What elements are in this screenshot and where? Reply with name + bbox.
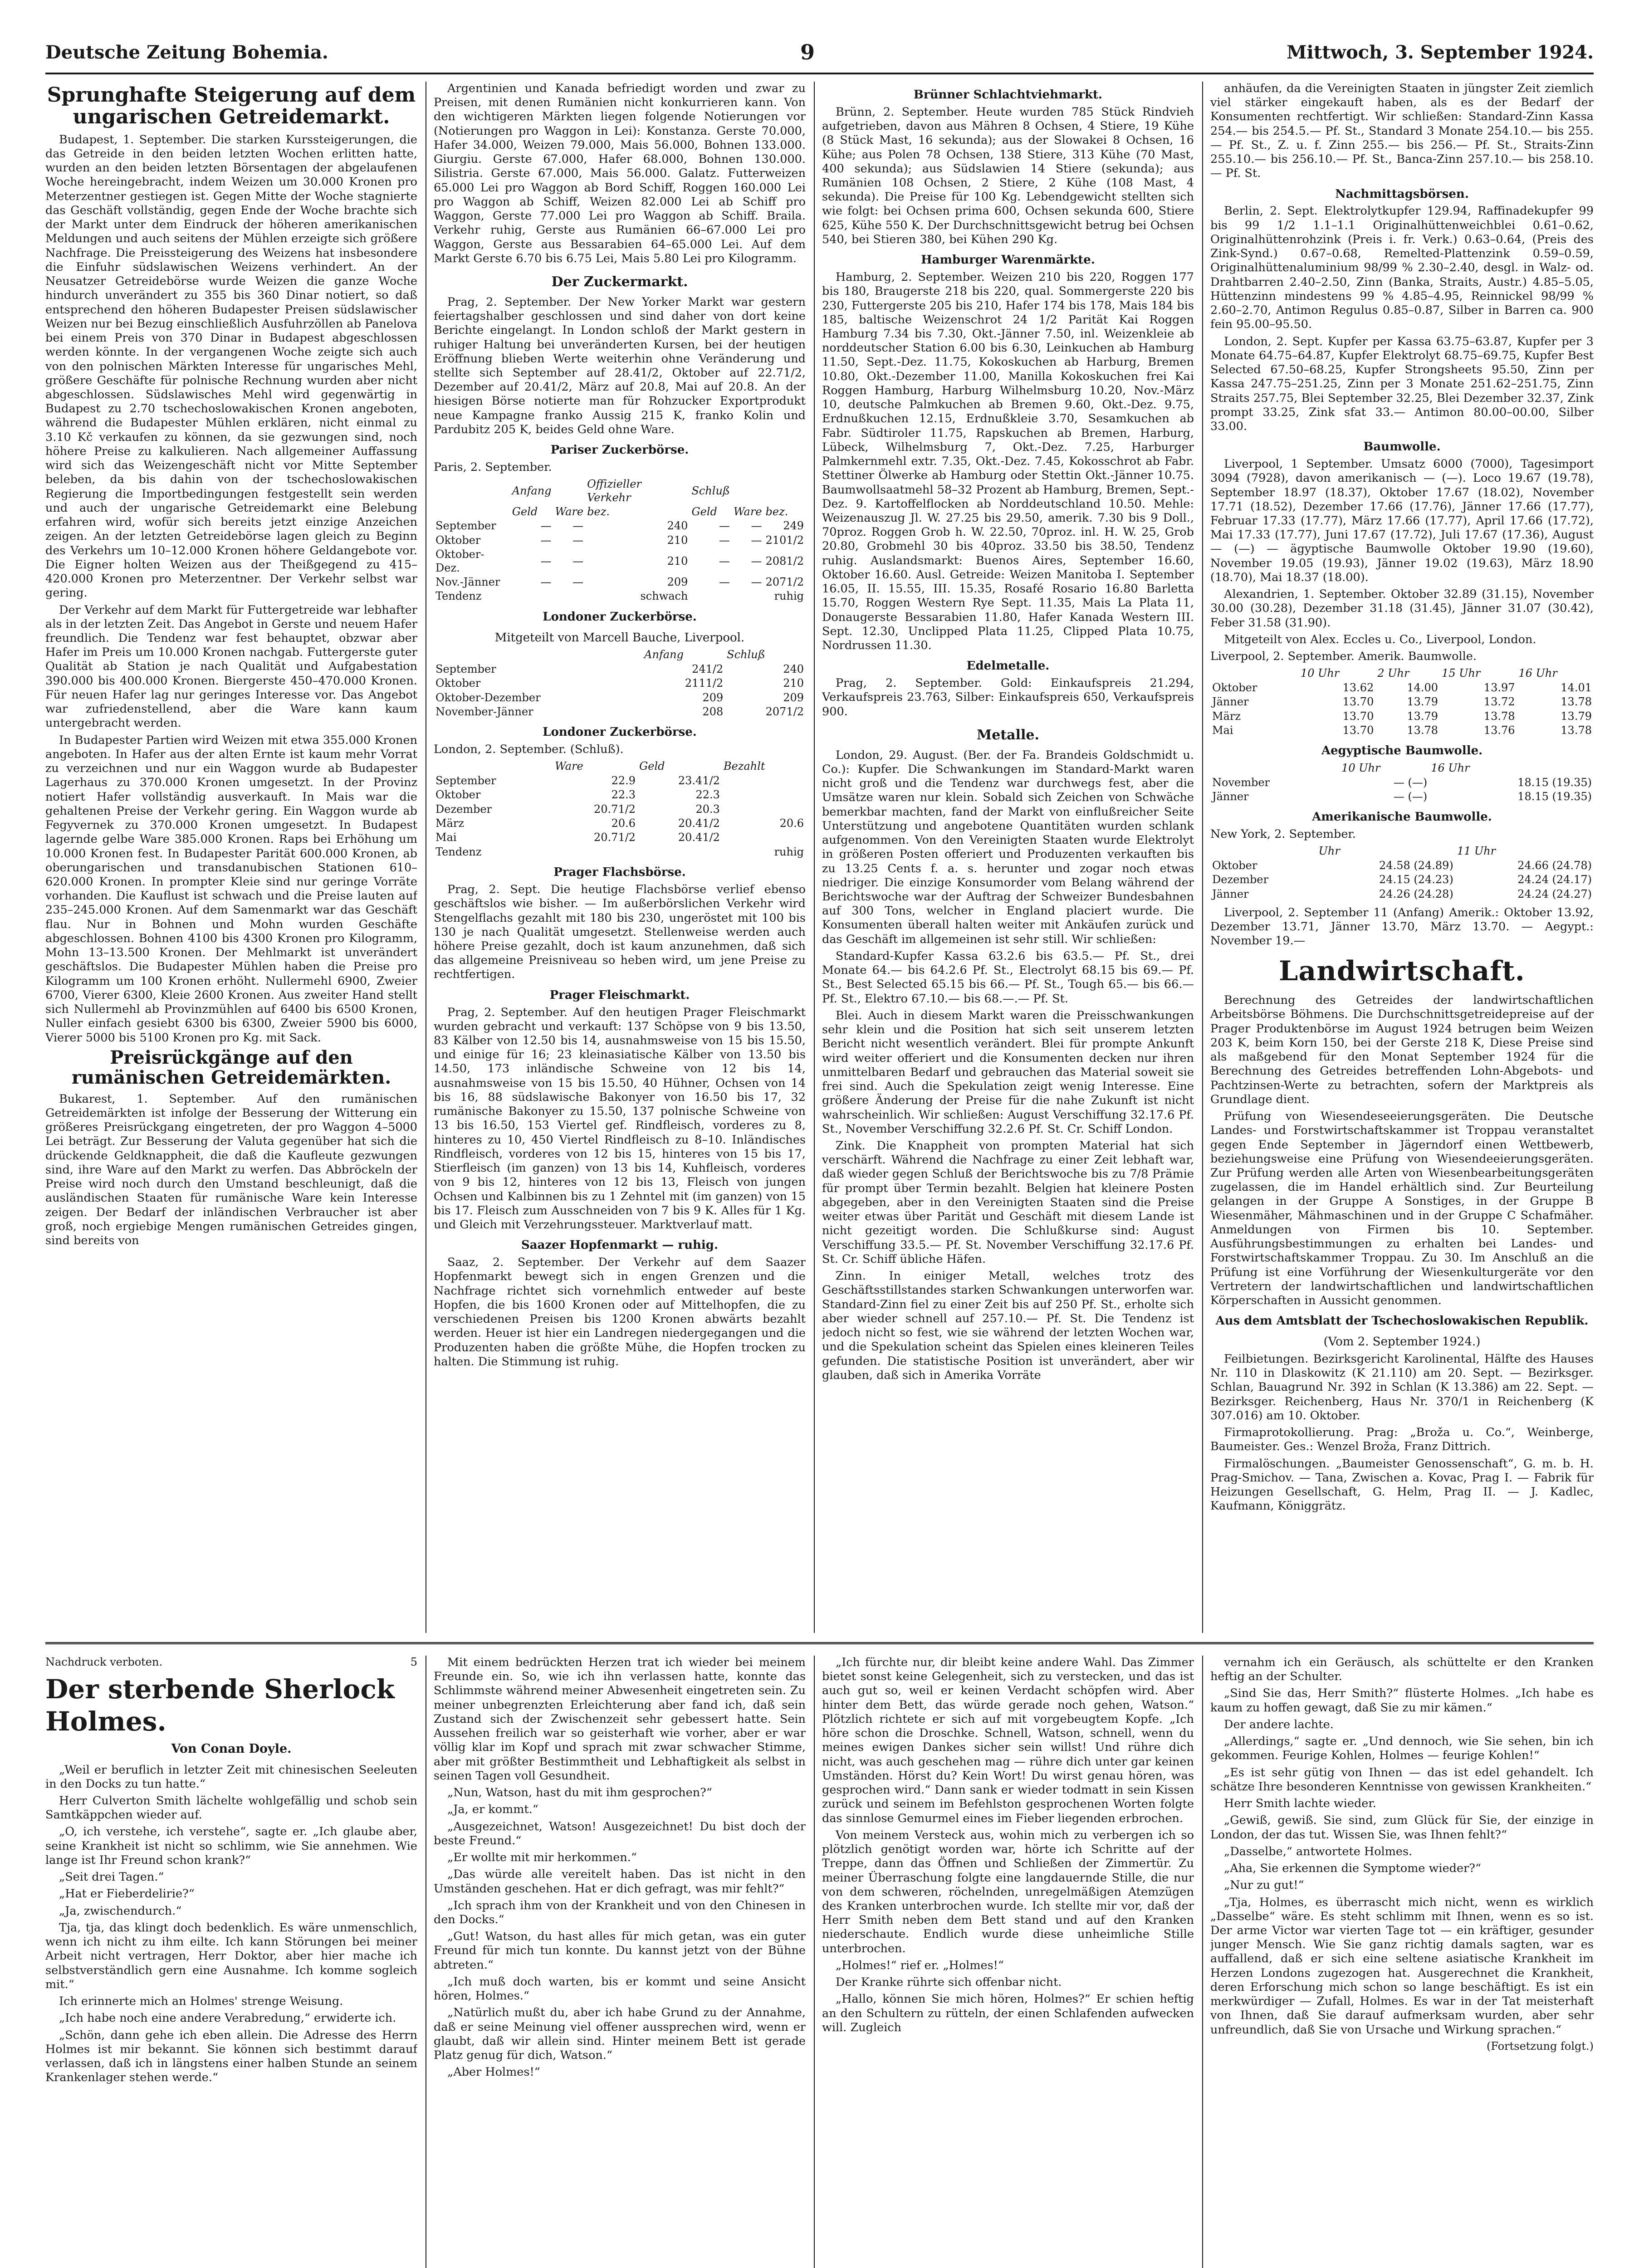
table-header: Ware (733, 505, 762, 518)
feuilleton-column-2 (434, 1656, 806, 2268)
heading-sugar-market: Der Zuckermarkt. (551, 274, 688, 290)
story-paragraph: „Ich fürchte nur, dir bleibt keine andere Wahl. Das Zimmer bietet sonst keine Gelegenheit, sich zu verstecken, und das ist auch gut so, weil er keinen Verdacht schöpfen wird. Aber hinter dem Bett, das würde gerade noch gehen, Watson.“ Plötzlich richtete er sich auf mit vorgebeugtem Kopfe. „Ich höre schon die Droschke. Schnell, Watson, schnell, wenn du meines ewigen Dankes sicher sein willst! Und rühre dich nicht, was auch geschehen mag — rühre dich unter gar keinen Umständen. Hörst du? Kein Wort! Du wirst genau hören, was gesprochen wird.“ Dann sank er wieder todmatt in sein Kissen zurück und seinem im Befehlston gesprochenen Worten folgte das sinnlose Gemurmel eines im Fieber liegenden erbrochen. (822, 1656, 1194, 1825)
heading-precious-metals: Edelmetalle. (966, 659, 1050, 673)
story-paragraph: „Hat er Fieberdelirie?“ (59, 1887, 195, 1901)
subheading: Mitgeteilt von Marcell Bauche, Liverpool. (494, 631, 745, 645)
table-header (434, 477, 510, 505)
story-paragraph: „Gut! Watson, du hast alles für mich getan, was ein guter Freund für mich tun konnte. Du kannst jetzt von der Bühne abtreten.“ (434, 1930, 806, 1972)
heading-metals: Metalle. (977, 727, 1039, 743)
table-row (434, 845, 806, 859)
table-cell: 13.78 (1483, 709, 1515, 723)
table-row (434, 788, 806, 802)
table-cell: 13.79 (1407, 709, 1438, 723)
table-header (732, 477, 764, 505)
table-cell: — (540, 554, 552, 567)
story-paragraph: „Nun, Watson, hast du mit ihm gesprochen?“ (447, 1786, 712, 1800)
story-paragraph: „Weil er beruflich in letzter Zeit mit chinesischen Seeleuten in den Docks zu tun hatte.“ (45, 1763, 417, 1791)
london-sugar-table-2 (434, 759, 806, 859)
table-cell: 210 (667, 554, 688, 567)
story-paragraph: „Holmes!“ rief er. „Holmes!“ (836, 1958, 1004, 1972)
table-cell: 20.3 (695, 802, 720, 816)
story-paragraph: „Er wollte mit mir herkommen.“ (447, 1851, 637, 1865)
table-cell: 208 (702, 705, 724, 718)
table-cell: — (572, 533, 584, 547)
table-cell: 23.41/2 (678, 774, 720, 787)
table-cell: 20.6 (779, 817, 804, 830)
table-cell: September (435, 774, 496, 787)
table-cell: — (—) (1393, 790, 1428, 803)
table-header (1210, 844, 1317, 858)
dateline: Liverpool, 2. September. Amerik. Baumwolle. (1210, 650, 1477, 664)
installment-number: 5 (410, 1656, 417, 1668)
column-1 (45, 82, 417, 1633)
story-paragraph: „Dasselbe,“ antwortete Holmes. (1224, 1844, 1413, 1858)
article-paragraph: Prüfung von Wiesendeseeierungsgeräten. Die Deutsche Landes- und Forstwirtschaftskammer ist Troppau veranstaltet gegen Ende September in Jägerndorf einen Wettbewerb, beziehungsweise eine Prüfung von Wiesendeeierungsgeräten. Zur Prüfung werden alle Arten von Wiesenbearbeitungsgeräten zugelassen, die im Handel erhältlich sind. Zur Beurteilung gelangen in der Gruppe A Sonstiges, in der Gruppe B Wiesenmäher, Mähmaschinen und in der Gruppe C Schafmäher. Anmeldungen von Firmen bis 10. September. Ausführungsbestimmungen zu erhalten bei Landes- und Forstwirtschaftskammer Troppau. Zu 30. Im Anschluß an die Prüfung ist eine Vorführung der Wiesenkulturgeräte vor den Vertretern der landwirtschaftlichen und landwirtschaftlichen Körperschaften in Aussicht genommen. (1210, 1110, 1594, 1308)
table-header: Ware (555, 505, 584, 518)
table-cell: 2071/2 (765, 705, 804, 718)
article-paragraph: Der Verkehr auf dem Markt für Futtergetreide war lebhafter als in der letzten Zeit. Das Angebot in Gerste und neuem Hafer freundlich. Die Tendenz war fest behauptet, obzwar aber Hafer im Preis um 10.000 Kronen nachgab. Futtergerste guter Qualität ab Station je nach Qualität und Aufgabestation 390.000 bis 400.000 Kronen. Biergerste 450–470.000 Kronen. Für neuen Hafer lag nur geringes Interesse vor. Das Angebot war zufriedenstellend, aber die Ware kann kaum untergebracht werden. (45, 603, 417, 730)
table-row (434, 519, 806, 533)
gazette-date: (Vom 2. September 1924.) (1323, 1335, 1481, 1349)
table-cell: September (435, 662, 496, 675)
table-header-row (1210, 761, 1594, 775)
feuilleton-column-3 (822, 1656, 1194, 2268)
article-paragraph: Zink. Die Knappheit von prompten Material hat sich verschärft. Während die Nachfrage zu einer Zeit lebhaft war, daß wieder gegen Schluß der Berichtswoche bis zu 7/8 Prämie für prompt über Termin bezahlt. Belgien hat kleinere Posten abgegeben, aber in den Vereinigten Staaten sind die Preise weiter etwas über Parität und Geschäft mit diesem Lande ist nicht gezeitigt worden. Die Schlußkurse sind: August Verschiffung 33.5.— Pf. St. November Verschiffung 32.17.6 Pf. St. Cr. Schiff übliche Häfen. (822, 1139, 1194, 1266)
table-header: 15 Uhr (1442, 667, 1481, 680)
story-author: Von Conan Doyle. (171, 1742, 292, 1756)
table-cell: 249 (783, 519, 804, 533)
table-cell: 13.78 (1407, 723, 1438, 737)
dateline: London, 2. September. (Schluß). (434, 743, 624, 757)
feuilleton-section (45, 1656, 1594, 2268)
table-cell: 24.66 (24.78) (1517, 859, 1592, 872)
table-cell: 24.58 (24.89) (1379, 859, 1453, 872)
table-row (1210, 887, 1594, 901)
table-row (434, 676, 806, 690)
table-cell: 13.79 (1407, 695, 1438, 709)
table-header: Schluß (691, 484, 730, 497)
heading-paris-sugar: Pariser Zuckerbörse. (550, 443, 689, 457)
table-header-row (1210, 666, 1594, 680)
table-header: Geld (639, 760, 665, 773)
article-paragraph: Blei. Auch in diesem Markt waren die Preisschwankungen sehr klein und die Position hat sich seit unserem letzten Bericht nicht wesentlich verändert. Blei für prompte Ankunft wird weiter offeriert und die Konsumenten decken nur ihren unmittelbaren Bedarf und gebrauchen das Material soweit sie frei sind. Auch die Spekulation zeigt wenig Interesse. Eine größere Änderung der Preise für die nahe Zukunft ist nicht wahrscheinlich. Wir schließen: August Verschiffung 32.17.6 Pf. St., November Verschiffung 32.2.6 Pf. St. Cr. Schiff London. (822, 1008, 1194, 1136)
article-paragraph: Zinn. In einiger Metall, welches trotz des Geschäftsstillstandes starken Schwankungen unterworfen war. Standard-Zinn fiel zu einer Zeit bis auf 250 Pf. St., erholte sich aber wieder schnell auf 257.10.— Pf. St. Die Tendenz ist jedoch nicht so fest, wie sie während der letzten Wochen war, und die Spekulation scheint das Spielen eines kleineren Teiles gefunden. Die statistische Position ist unverändert, aber wir glauben, daß sich in Amerika Vorräte (822, 1269, 1194, 1382)
table-cell: 13.78 (1561, 695, 1592, 709)
table-header: 2 Uhr (1377, 667, 1409, 680)
story-paragraph: „Schön, dann gehe ich eben allein. Die Adresse des Herrn Holmes ist mir bekannt. Sie können sich bestimmt darauf verlassen, daß ich in längstens einer halben Stunde an seinem Krankenlager stehen werde.“ (45, 2028, 417, 2085)
table-cell: März (1212, 709, 1241, 723)
story-paragraph: Ich erinnerte mich an Holmes' strenge Weisung. (59, 1994, 343, 2009)
table-cell: Mai (435, 831, 457, 844)
table-cell: 13.72 (1483, 695, 1515, 709)
story-paragraph: „Seit drei Tagen.“ (59, 1870, 164, 1884)
table-cell: — (572, 519, 584, 533)
table-header-row (434, 477, 806, 505)
article-paragraph: Bukarest, 1. September. Auf den rumänischen Getreidemärkten ist infolge der Besserung der Witterung ein größeres Preisrückgang eingetreten, der pro Waggon 4–5000 Lei beträgt. Zur Besserung der Valuta gegenüber hat sich die drückende Geldknappheit, die daß die Kaufleute gezwungen sind, ihre Ware auf den Markt zu werfen. Das Abbröckeln der Preise wird noch durch den Umstand beschleunigt, daß die ausländischen Staaten für rumänische Ware kein Interesse zeigen. Der Bedarf der inländischen Verbraucher ist aber groß, noch ergiebige Mengen rumänischen Getreides gingen, sind bereits von (45, 1092, 417, 1248)
table-cell: 13.78 (1561, 723, 1592, 737)
reprint-notice-row (45, 1656, 417, 1669)
table-cell: Dezember (435, 802, 492, 816)
table-cell: 2081/2 (765, 554, 804, 567)
liverpool-cotton-table (1210, 666, 1594, 738)
story-paragraph: „Gewiß, gewiß. Sie sind, zum Glück für Sie, der einzige in London, der das tut. Wissen Sie, was Ihnen fehlt?“ (1210, 1813, 1594, 1842)
table-cell: 20.71/2 (594, 802, 636, 816)
story-title: Der sterbende Sherlock Holmes. (45, 1674, 395, 1737)
table-cell: 240 (783, 662, 804, 675)
table-cell: — (719, 554, 730, 567)
table-cell: 2071/2 (765, 575, 804, 588)
table-row (1210, 776, 1594, 790)
table-header: Geld (512, 505, 538, 518)
table-cell: 20.41/2 (678, 831, 720, 844)
story-paragraph: „Das würde alle vereitelt haben. Das ist nicht in den Umständen geschehen. Hat er dich gefragt, was mir fehlt?“ (434, 1867, 806, 1896)
table-row (1210, 695, 1594, 709)
newspaper-page (45, 32, 1594, 2268)
table-header-row (1210, 844, 1594, 858)
table-row (1210, 859, 1594, 873)
table-row (434, 533, 806, 547)
article-paragraph: Alexandrien, 1. September. Oktober 32.89 (31.15), November 30.00 (30.28), Dezember 31.18 (31.45), Jänner 31.07 (30.42), Feber 31.58 (31.90). (1210, 587, 1594, 630)
table-cell: — (751, 519, 762, 533)
headline-hungarian-grain: Sprunghafte Steigerung auf dem ungarischen Getreidemarkt. (47, 83, 416, 129)
table-header (434, 505, 510, 519)
article-paragraph: anhäufen, da die Vereinigten Staaten in jüngster Zeit ziemlich viel stärker eingekauft haben, als es der Bedarf der Konsumenten rechtfertigt. Wir schließen: Standard-Zinn Kassa 254.— bis 254.5.— Pf. St., Standard 3 Monate 254.10.— bis 255.— Pf. St., Z. u. f. Zinn 255.— bis 256.— Pf. St., Straits-Zinn 255.10.— bis 256.10.— Pf. St., Banca-Zinn 257.10.— bis 258.10.— Pf. St. (1210, 82, 1594, 181)
table-cell: 22.3 (611, 788, 636, 802)
table-row (1210, 873, 1594, 887)
table-cell: 13.97 (1483, 681, 1515, 694)
story-paragraph: Der Kranke rührte sich offenbar nicht. (836, 1975, 1062, 1989)
table-cell: Oktober (435, 677, 481, 690)
table-cell: schwach (640, 590, 688, 603)
table-cell: 13.70 (1342, 723, 1374, 737)
table-header: 16 Uhr (1518, 667, 1557, 680)
table-header (553, 477, 586, 505)
table-row (1210, 723, 1594, 738)
article-paragraph: Budapest, 1. September. Die starken Kurssteigerungen, die das Getreide in den beiden letzten Wochen erlitten hatte, wurden an den beiden letzten Börsentagen der abgelaufenen Woche hereingebracht, indem Weizen um 30.000 Kronen pro Meterzentner gestiegen ist. Gegen Mitte der Woche stagnierte das Geschäft vollständig, gegen Ende der Woche brachte sich der Markt unter dem Eindruck der höheren amerikanischen Meldungen und auch seitens der Mühlen erzeigte sich größere Nachfrage. Die Preissteigerung des Weizens hat insbesondere die Einfuhr südslawischen Weizens verhindert. An der Neusatzer Getreidebörse wurde Weizen die ganze Woche hindurch unverändert zu 355 bis 360 Dinar notiert, so daß entsprechend den höheren Budapester Preisen südslawischer Weizen nur bei Bezug einschließlich Ausfuhrzöllen ab Panelova bei einem Preis von 370 Dinar in Budapest abgeschlossen werden könnte. In der vergangenen Woche zeigte sich auch von den polnischen Märkten Interesse für ungarisches Mehl, größere Geschäfte für polnische Rechnung wurden aber nicht abgeschlossen. Südslawisches Mehl wird gegenwärtig in Budapest zu 2.70 tschechoslowakischen Kronen angeboten, während die Budapester Mühlen erklären, nicht einmal zu 3.10 Kč verkaufen zu können, da sie gezwungen sind, noch höhere Preise zu kalkulieren. Nach allgemeiner Auffassung wird sich das Weizengeschäft nicht vor Mitte September beleben, da bis dahin von der tschechoslowakischen Regierung die Importbedingungen festgestellt sein werden und auch der ungarische Getreidemarkt eine Belebung erfahren wird, wofür sich bereits jetzt einzige Anzeichen zeigen. An der letzten Getreidebörse lagen gleich zu Beginn des Verkehrs um 10–12.000 Kronen höhere Geldangebote vor. Die Eigner holten Weizen aus der Theißgegend zu 415–420.000 Kronen pro Meterzentner. Der Verkehr selbst war gering. (45, 132, 417, 600)
story-paragraph: Herr Culverton Smith lächelte wohlgefällig und schob sein Samtkäppchen wieder auf. (45, 1794, 417, 1822)
headline-romanian-grain: Preisrückgänge auf den rumänischen Getreidemärkten. (71, 1046, 391, 1088)
column-4 (1210, 82, 1594, 1633)
table-header (764, 477, 806, 505)
story-paragraph: „Ja, zwischendurch.“ (59, 1904, 182, 1918)
table-row (434, 816, 806, 831)
table-cell: Tendenz (435, 590, 482, 603)
table-cell: Oktober-Dezember (435, 691, 541, 704)
article-paragraph: Prag, 2. September. Gold: Einkaufspreis 21.294, Verkaufspreis 23.763, Silber: Einkaufspreis 650, Verkaufspreis 900. (822, 676, 1194, 719)
story-paragraph: „O, ich verstehe, ich verstehe“, sagte er. „Ich glaube aber, seine Krankheit ist nicht so schlimm, wie Sie annehmen. Wie lange ist Ihr Freund schon krank?“ (45, 1825, 417, 1867)
egyptian-cotton-table (1210, 761, 1594, 804)
table-cell: 13.70 (1342, 709, 1374, 723)
table-cell: 13.70 (1342, 695, 1374, 709)
story-paragraph: „Aber Holmes!“ (447, 2065, 540, 2079)
table-cell: 22.3 (695, 788, 720, 802)
story-paragraph: „Nur zu gut!“ (1224, 1878, 1304, 1892)
table-cell: 209 (667, 575, 688, 588)
masthead-title: Deutsche Zeitung Bohemia. (45, 41, 328, 63)
table-header: 11 Uhr (1457, 845, 1496, 858)
table-cell: 24.24 (24.27) (1517, 887, 1592, 900)
article-paragraph: Berechnung des Getreides der landwirtschaftlichen Arbeitsbörse Böhmens. Die Durchschnittsgetreidepreise auf der Prager Produktenbörse im August 1924 betrugen beim Weizen 203 K, beim Korn 150, bei der Gerste 218 K, Diese Preise sind als maßgebend für den Monat September 1924 für die Berechnung des Getreides betreffenden Lohn-Abgebots- und Pachtzinsen-Werte zu betrachten, sofern der Marktpreis als Grundlage dient. (1210, 993, 1594, 1106)
table-cell: 14.00 (1407, 681, 1438, 694)
table-cell: 18.15 (19.35) (1517, 790, 1592, 803)
article-paragraph: Prag, 2. September. Der New Yorker Markt war gestern feiertagshalber geschlossen und sind daher von dort keine Berichte eingelangt. In London schloß der Markt gestern in ruhiger Haltung bei unveränderten Kursen, bei der heutigen Eröffnung blieben Werte weiterhin ohne Veränderung und stellte sich September auf 28.41/2, Oktober auf 22.71/2, Dezember auf 20.41/2, März auf 20.8, Mai auf 20.8. An der hiesigen Börse notierte man für Rohzucker Exportprodukt neue Kampagne franko Aussig 215 K, franko Kolin und Pardubitz 205 K, beides Geld ohne Ware. (434, 295, 806, 436)
heading-official-gazette: Aus dem Amtsblatt der Tschechoslowakischen Republik. (1215, 1314, 1589, 1328)
table-cell: — (751, 575, 762, 588)
article-paragraph: Saaz, 2. September. Der Verkehr auf dem Saazer Hopfenmarkt bewegt sich in engen Grenzen und die Nachfrage richtet sich vornehmlich entweder auf beste Hopfen, die bis 1600 Kronen oder auf Mittelhopfen, die zu verschiedenen Preisen bis 1200 Kronen abwärts bezahlt werden. Heuer ist hier ein Landregen niedergegangen und die Produzenten haben die größte Mühe, die Hopfen trocken zu halten. Die Stimmung ist ruhig. (434, 1256, 806, 1369)
story-paragraph: „Tja, Holmes, es überrascht mich nicht, wenn es wirklich „Dasselbe“ wäre. Es steht schlimm mit Ihnen, wenn es so ist. Der arme Victor war vierten Tage tot — ein kräftiger, gesunder junger Mensch. Wie Sie ganz richtig damals sagten, war es auffallend, daß er sich eine seltene asiatische Krankheit im Herzen Londons zugezogen hat. Ausgerechnet die Krankheit, deren Erforschung mich schon so lange beschäftigt. Es ist ein merkwürdiger — Zufall, Holmes. Es war in der Tat meisterhaft von Ihnen, daß Sie darauf aufmerksam wurden, aber sehr unfreundlich, daß Sie von Ursache und Wirkung sprachen.“ (1210, 1895, 1594, 2037)
heading-afternoon-exchanges: Nachmittagsbörsen. (1335, 187, 1469, 201)
story-paragraph: „Ich habe noch eine andere Verabredung,“ erwiderte ich. (59, 2011, 396, 2025)
table-cell: 209 (702, 691, 724, 704)
table-cell: März (435, 817, 464, 830)
story-paragraph: „Ich sprach ihm von der Krankheit und von den Chinesen in den Docks.“ (434, 1898, 806, 1926)
table-cell: Oktober (1212, 681, 1257, 694)
article-paragraph: Brünn, 2. September. Heute wurden 785 Stück Rindvieh aufgetrieben, davon aus Mähren 8 Ochsen, 4 Stiere, 19 Kühe (8 Stück Mast, 16 sekunda); aus der Slowakei 8 Ochsen, 16 Kühe; aus Polen 78 Ochsen, 138 Stiere, 313 Kühe (70 Mast, 400 sekunda); aus Südslawien 14 Stiere (sekunda); aus Rumänien 108 Ochsen, 2 Stiere, 2 Kühe (108 Mast, 4 sekunda). Die Preise für 100 Kg. Lebendgewicht stellten sich wie folgt: bei Ochsen prima 600, Ochsen sekunda 600, Stiere 625, Kühe 550 K. Der Durchschnittsgewicht betrug bei Ochsen 540, bei Stieren 380, bei Kühen 290 Kg. (822, 105, 1194, 246)
table-cell: Nov.-Jänner (435, 575, 500, 588)
table-cell: Jänner (1212, 887, 1249, 900)
story-paragraph: Der andere lachte. (1224, 1717, 1334, 1731)
table-cell: 20.6 (611, 817, 636, 830)
table-header: 10 Uhr (1300, 667, 1340, 680)
table-cell: Jänner (1212, 695, 1249, 709)
table-cell (722, 802, 806, 816)
column-divider (1202, 1656, 1203, 2268)
table-cell: Mai (1212, 723, 1233, 737)
table-header (1210, 761, 1340, 775)
table-cell (722, 788, 806, 802)
table-cell: Tendenz (435, 845, 482, 858)
table-cell: 13.62 (1342, 681, 1374, 694)
table-cell: 210 (783, 677, 804, 690)
table-header (1210, 666, 1299, 680)
column-divider (1202, 82, 1203, 1633)
article-paragraph: Prag, 2. September. Auf den heutigen Prager Fleischmarkt wurden gebracht und verkauft: 137 Schöpse von 9 bis 13.50, 83 Kälber von 12.50 bis 14, ausnahmsweise von 15 bis 15.50, und einige für 16; 23 kleinasiatische Kälber von 13.50 bis 14.50, 173 inländische Schweine von 12 bis 14, ausnahmsweise von 15 bis 15.50, 40 Hühner, Ochsen von 14 bis 16, 88 südslawische Bakonyer von 16.50 bis 17, 32 rumänische Bakonyer zu 15.50, 137 polnische Schweine von 13 bis 16.50, 153 Viertel gef. Rindfleisch, vorderes zu 8, hinteres zu 10, 450 Viertel Rindfleisch zu 8–10. Inländisches Rindfleisch, vorderes von 12 bis 15, hinteres von 15 bis 17, Stierfleisch (im ganzen) von 13 bis 14, Kuhfleisch, vorderes von 9 bis 12, hinteres von 12 bis 13, Fleisch von jungen Ochsen und Kalbinnen bis zu 1 Zehntel mit (im ganzen) von 15 bis 17. Fleisch zum Ausschneiden von 7 bis 9 K. Alles für 1 Kg. und Gleich mit Verzehrungssteuer. Marktverlauf matt. (434, 1005, 806, 1232)
to-be-continued: (Fortsetzung folgt.) (1487, 2039, 1594, 2053)
feuilleton-column-4 (1210, 1656, 1594, 2268)
table-header: Anfang (644, 648, 684, 661)
table-cell: Jänner (1212, 790, 1249, 803)
page-number: 9 (800, 40, 815, 64)
story-paragraph: „Ausgezeichnet, Watson! Ausgezeichnet! Du bist doch der beste Freund.“ (434, 1819, 806, 1848)
table-row (434, 802, 806, 816)
article-paragraph: Hamburg, 2. September. Weizen 210 bis 220, Roggen 177 bis 180, Braugerste 218 bis 220, qual. Sommergerste 220 bis 230, Futtergerste 205 bis 210, Hafer 174 bis 178, Mais 184 bis 185, baltische Weizenschrot 24 1/2 Parität Kai Roggen Hamburg 7.34 bis 7.30, Okt.-Jänner 7.50, inl. Weizenkleie ab norddeutscher Station 6.00 bis 6.30, Leinkuchen ab Hamburg 11.50, Sept.-Dez. 11.75, Kokoskuchen ab Harburg, Bremen 10.80, Okt.-Dezember 11.00, Manilla Kokoskuchen frei Kai Roggen Hamburg, Harburg Wilhelmsburg 10.20, Nov.-März 10, deutsche Palmkuchen ab Bremen 9.60, Okt.-Dez. 9.75, Erdnußkuchen 12.15, Erdnußkleie 3.70, Sesamkuchen ab Fabr. Südtiroler 11.75, Rapskuchen ab Bremen, Harburg, Lübeck, Wilhelmsburg 7, Okt.-Dez. 7.25, Harburger Palmkernmehl extr. 7.35, Okt.-Dez. 7.45, Kokosschrot ab Fabr. Stettiner Ölwerke ab Hamburg oder Stettin Okt.-Jänner 10.75. Baumwollsaatmehl 58–32 Prozent ab Hamburg, Bremen, Sept.-Dez. 9. Kartoffelflocken ab Norddeutschland 10.50. Mehle: Weizenauszug Jl. W. 27.25 bis 29.50, amerik. 7.30 bis 9 Doll., 70proz. Roggen Grob h. W. 22.50, 70proz. inl. H. W. 25, Grob 20.80, Grobmehl 30 bis 40proz. 33.50 bis 38.50, Tendenz ruhig. Auslandsmarkt: Buenos Aires, September 16.60, Oktober 16.60. Ausl. Getreide: Weizen Manitoba I. September 16.05, II. 15.55, III. 15.35, Rosafé Rosario 16.80 Barletta 15.70, Roggen Western Rye Sept. 11.35, Mais La Plata 11, Donaugerste Bessarabien 11.80, Hafer Kanada Western III. Sept. 12.30, Unclipped Plata 11.25, Clipped Plata 10.75, Nordrussen 11.30. (822, 270, 1194, 653)
heading-meat-market: Prager Fleischmarkt. (549, 988, 690, 1002)
article-paragraph: London, 2. Sept. Kupfer per Kassa 63.75–63.87, Kupfer per 3 Monate 64.75–64.87, Kupfer Elektrolyt 68.75–69.75, Kupfer Best Selected 67.50–68.25, Kupfer Strongsheets 95.50, Zinn per Kassa 247.75–251.25, Zinn per 3 Monate 251.62–251.75, Zinn Straits 257.75, Blei September 32.25, Blei Dezember 32.37, Zink prompt 33.25, Zink sfat 33.— Antimon 80.00–00.00, Silber 33.00. (1210, 334, 1594, 433)
table-cell: — (—) (1393, 776, 1428, 789)
table-cell: 2101/2 (765, 533, 804, 547)
table-cell: 22.9 (611, 774, 636, 787)
article-paragraph: Berlin, 2. Sept. Elektrolytkupfer 129.94, Raffinadekupfer 99 bis 99 1/2 1.1–1.1 Originalhüttenweichblei 0.61–0.62, Originalhüttenrohzink (Preis i. fr. Verk.) 0.63–0.64, (Preis des Zink-Synd.) 0.67–0.68, Remelted-Plattenzink 0.59–0.59, Originalhüttenaluminium 98/99 % 2.30–2.40, desgl. in Walz- od. Drahtbarren 2.40–2.50, Zinn (Banka, Straits, Austr.) 4.85–5.05, Hüttenzinn mindestens 99 % 4.85–4.95, Reinnickel 98/99 % 2.60–2.70, Antimon Regulus 0.85–0.87, Silber in Barren ca. 900 fein 95.00–95.50. (1210, 204, 1594, 332)
feuilleton-divider (45, 1642, 1594, 1644)
story-paragraph: „Aha, Sie erkennen die Symptome wieder?“ (1224, 1862, 1481, 1876)
dateline: New York, 2. September. (1210, 827, 1356, 841)
article-paragraph: Argentinien und Kanada befriedigt worden und zwar zu Preisen, mit denen Rumänien nicht konkurrieren kann. Von den wichtigeren Märkten liegen folgende Notierungen vor (Notierungen pro Waggon in Lei): Konstanza. Gerste 70.000, Hafer 34.000, Weizen 79.000, Mais 56.000, Bohnen 133.000. Giurgiu. Gerste 67.000, Hafer 68.000, Bohnen 130.000. Silistria. Gerste 67.000, Mais 56.000. Galatz. Futterweizen 65.000 Lei pro Waggon ab Bord Schiff, Roggen 160.000 Lei pro Waggon ab Schiff, Weizen 82.000 Lei ab Schiff pro Waggon, Gerste 77.000 Lei pro Waggon ab Schiff. Braila. Verkehr ruhig, Gerste aus Rumänien 66–67.000 Lei pro Waggon, Gerste aus Bessarabien 64–65.000 Lei. Auf dem Markt Gerste 6.70 bis 6.75 Lei, Mais 5.80 Lei pro Kilogramm. (434, 82, 806, 265)
masthead-date: Mittwoch, 3. September 1924. (1287, 41, 1594, 63)
story-paragraph: Mit einem bedrückten Herzen trat ich wieder bei meinem Freunde ein. So, wie ich ihn verlassen hatte, konnte das Schlimmste während meiner Abwesenheit eingetreten sein. Zu meiner unbegrenzten Erleichterung aber fand ich, daß sein Zustand sich der Zwischenzeit sehr gebessert hatte. Sein Aussehen freilich war so geisterhaft wie vorher, aber er war völlig klar im Kopf und sprach mit zwar schwacher Stimme, aber mit größter Bestimmtheit und Lebhaftigkeit als selbst in seinen Tagen voll Gesundheit. (434, 1656, 806, 1783)
column-2 (434, 82, 806, 1633)
table-cell: Oktober (1212, 859, 1257, 872)
heading-egyptian-cotton: Aegyptische Baumwolle. (1321, 744, 1483, 758)
table-cell: ruhig (774, 845, 804, 858)
table-header: Ware (555, 760, 583, 773)
business-section (45, 82, 1594, 1633)
article-paragraph: Feilbietungen. Bezirksgericht Karolinental, Hälfte des Hauses Nr. 110 in Dlaskowitz (K 21.110) am 20. Sept. — Bezirksger. Schlan, Bauagrund Nr. 392 in Schlan (K 13.386) am 22. Sept. — Bezirksger. Reichenberg, Haus Nr. 370/1 in Reichenberg (K 307.016) am 10. Oktober. (1210, 1352, 1594, 1422)
article-paragraph: Firmaprotokollierung. Prag: „Broža u. Co.“, Weinberge, Baumeister. Ges.: Wenzel Broža, Franz Dittrich. (1210, 1426, 1594, 1454)
table-cell: September (435, 519, 496, 533)
heading-bruenn-cattle: Brünner Schlachtviehmarkt. (913, 88, 1103, 102)
table-cell: Oktober-Dez. (435, 548, 484, 574)
table-cell: 240 (667, 519, 688, 533)
table-header-row (434, 648, 806, 662)
story-paragraph: „Ich muß doch warten, bis er kommt und seine Ansicht hören, Holmes.“ (434, 1975, 806, 2003)
table-header-row (434, 505, 806, 519)
article-paragraph: Standard-Kupfer Kassa 63.2.6 bis 63.5.— Pf. St., drei Monate 64.— bis 64.2.6 Pf. St., Electrolyt 68.15 bis 69.— Pf. St., Best Selected 65.15 bis 66.— Pf. St., Tough 65.— bis 66.— Pf. St., Elektro 67.10.— bis 68.—.— Pf. St. (822, 949, 1194, 1006)
masthead (45, 32, 1594, 74)
table-header: bez. (587, 505, 610, 518)
story-paragraph: Herr Smith lachte wieder. (1224, 1797, 1376, 1811)
new-york-cotton-table (1210, 844, 1594, 901)
table-header (434, 648, 642, 662)
table-cell: 18.15 (19.35) (1517, 776, 1592, 789)
table-cell: — (572, 554, 584, 567)
table-cell: 2111/2 (685, 677, 724, 690)
table-header: Uhr (1318, 845, 1340, 858)
table-header-row (434, 759, 806, 773)
table-row (1210, 790, 1594, 804)
table-row (434, 705, 806, 719)
table-cell: — (719, 519, 730, 533)
article-paragraph: In Budapester Partien wird Weizen mit etwa 355.000 Kronen angeboten. In Hafer aus der alten Ernte ist kaum mehr Vorrat zu verzeichnen und nur ein Waggon wurde ab Budapester Lagerhaus zu 370.000 Kronen umgesetzt. In der Provinz notiert Hafer vollständig ausverkauft. In Mais war die gehaltenen Preise der Verkehr gering. Ein Waggon wurde ab Fegyvernek zu 370.000 Kronen umgesetzt. In Budapest lagernde gelbe Ware 385.000 Kronen. Raps bei Erhöhung um 10.000 Kronen fest. In Budapester Parität 600.000 Kronen, ab oberungarischen und transdanubischen Stationen 610–620.000 Kronen. In prompter Kleie sind nur geringe Vorräte vorhanden. Die Kauflust ist schwach und die Preise lauten auf 235–245.000 Kronen. Auf dem Samenmarkt war das Geschäft flau. Nur in Bohnen und Mohn wurden Geschäfte abgeschlossen. Bohnen 4100 bis 4300 Kronen pro Kilogramm, Mohn 13–13.500 Kronen. Der Mehlmarkt ist unverändert geschäftslos. Die Budapester Mühlen haben die Preise pro Kilogramm um 100 Kronen erhöht. Nullermehl 6900, Zweier 6700, Vierer 6300, Kleie 2600 Kronen. Aus zweiter Hand stellt sich Nullermehl ab Provinzmühlen auf 6400 bis 6500 Kronen, Nuller einfach gesiebt 6300 bis 6300, Zweier 5900 bis 6000, Vierer 5000 bis 5100 Kronen pro Kg. mit Sack. (45, 733, 417, 1045)
table-header: Bezahlt (723, 760, 765, 773)
table-cell: — (540, 533, 552, 547)
story-paragraph: Von meinem Versteck aus, wohin mich zu verbergen ich so plötzlich genötigt worden war, hörte ich Schritte auf der Treppe, dann das Öffnen und Schließen der Zimmertür. Zu meiner Überraschung folgte eine langdauernde Stille, die nur von dem schweren, röchelnden, unregelmäßigen Atemzügen des Kranken unterbrochen wurde. Ich stellte mir vor, daß der Herr Smith neben dem Bett stand und auf den Kranken niederschaute. Endlich wurde diese unheimliche Stille unterbrochen. (822, 1828, 1194, 1955)
table-cell: 210 (667, 533, 688, 547)
story-paragraph: „Natürlich mußt du, aber ich habe Grund zu der Annahme, daß er seine Meinung viel offener aussprechen wird, wenn er glaubt, daß wir allein sind. Hinter meinem Bett ist gerade Platz genug für dich, Watson.“ (434, 2006, 806, 2063)
table-cell: — (719, 533, 730, 547)
article-paragraph: Mitgeteilt von Alex. Eccles u. Co., Liverpool, London. (1224, 632, 1536, 646)
table-cell: 13.79 (1561, 709, 1592, 723)
table-row (434, 547, 806, 575)
story-paragraph: „Sind Sie das, Herr Smith?“ flüsterte Holmes. „Ich habe es kaum zu hoffen gewagt, daß Sie zu mir kämen.“ (1210, 1686, 1594, 1715)
table-row (434, 575, 806, 589)
table-header: Schluß (727, 648, 765, 661)
story-paragraph: „Ja, er kommt.“ (447, 1803, 538, 1817)
paris-sugar-table (434, 477, 806, 604)
table-cell: 13.76 (1483, 723, 1515, 737)
table-header: 10 Uhr (1341, 762, 1380, 775)
article-paragraph: Liverpool, 2. September 11 (Anfang) Amerik.: Oktober 13.92, Dezember 13.71, Jänner 13.70, März 13.70. — Aegypt.: November 19.— (1210, 905, 1594, 948)
table-cell: — (751, 533, 762, 547)
table-cell: Oktober (435, 788, 481, 802)
table-header: Offizieller Verkehr (587, 478, 642, 504)
table-cell: — (719, 575, 730, 588)
story-paragraph: Tja, tja, das klingt doch bedenklich. Es wäre unmenschlich, wenn ich nicht zu ihm eilte. Ich kann Störungen bei meiner Arbeit nicht vertragen, Herr Doktor, aber hier mache ich selbstverständlich gern eine Ausnahme. Ich komme sogleich mit.“ (45, 1921, 417, 1991)
table-cell: 24.26 (24.28) (1379, 887, 1453, 900)
table-header: Geld (691, 505, 717, 518)
feuilleton-column-1 (45, 1656, 417, 2268)
table-cell: November (1212, 776, 1270, 789)
heading-agriculture: Landwirtschaft. (1279, 955, 1525, 987)
table-cell: — (540, 519, 552, 533)
table-cell (722, 774, 806, 788)
table-cell: 20.71/2 (594, 831, 636, 844)
table-cell: 241/2 (692, 662, 724, 675)
article-paragraph: Liverpool, 1 September. Umsatz 6000 (7000), Tagesimport 3094 (7928), davon amerikanisch — (—). Loco 19.67 (19.78), September 18.97 (18.37), Oktober 17.67 (18.02), November 17.71 (18.52), Dezember 17.66 (17.76), Jänner 17.66 (17.77), Februar 17.33 (17.77), März 17.66 (17.77), April 17.66 (17.72), Mai 17.33 (17.77), Juni 17.67 (17.72), Juli 17.67 (17.36), August — (—) — ägyptische Baumwolle Oktober 19.90 (19.60), November 19.05 (19.93), Jänner 19.02 (19.63), März 18.90 (18.70), Mai 18.37 (18.00). (1210, 457, 1594, 584)
heading-london-sugar: Londoner Zuckerbörse. (543, 610, 697, 624)
column-divider (814, 82, 815, 1633)
table-row (434, 589, 806, 603)
table-row (1210, 681, 1594, 695)
article-paragraph: London, 29. August. (Ber. der Fa. Brandeis Goldschmidt u. Co.): Kupfer. Die Schwankungen im Standard-Markt waren nicht groß und die Tendenz war durchwegs fest, aber die Umsätze waren nur klein. Sobald sich Zeichen von Schwäche bemerkbar machten, fand der Markt von einflußreicher Seite Unterstützung und angebotene Quantitäten wurden schlank aufgenommen. Von den Vereinigten Staaten wurde Elektrolyt in größeren Posten offeriert und Produzenten verkauften bis zu 13.25 Cents f. a. s. herunter und zogar noch etwas niedriger. Die einzige Konsumorder vom Belang während der Berichtswoche war der Auftrag der Schweizer Bundesbahnen auf 300 Tons, welcher in England placiert wurde. Die Konsumenten überall halten weiter mit Ankäufen zurück und das Geschäft im allgemeinen ist sehr still. Wir schließen: (822, 748, 1194, 946)
table-cell: 209 (783, 691, 804, 704)
table-header (434, 759, 553, 773)
table-cell: 24.15 (24.23) (1379, 873, 1453, 886)
table-cell: 14.01 (1561, 681, 1592, 694)
table-cell: November-Jänner (435, 705, 533, 718)
heading-flax-exchange: Prager Flachsbörse. (553, 865, 686, 880)
table-row (434, 691, 806, 705)
table-row (434, 774, 806, 788)
table-cell: ruhig (774, 590, 804, 603)
table-cell: — (572, 575, 584, 588)
story-paragraph: „Hallo, können Sie mich hören, Holmes?“ Er schien heftig an den Schultern zu rütteln, der einen Schlafenden aufwecken will. Zugleich (822, 1992, 1194, 2034)
heading-london-sugar-close: Londoner Zuckerbörse. (543, 725, 697, 739)
table-cell: 24.24 (24.17) (1517, 873, 1592, 886)
table-row (434, 831, 806, 845)
article-paragraph: Firmalöschungen. „Baumeister Genossenschaft“, G. m. b. H. Prag-Smichov. — Tana, Zwischen a. Kovac, Prag I. — Fabrik für Heizungen Gesellschaft, G. Helm, Prag II. — J. Kadlec, Kaufmann, Königgrätz. (1210, 1457, 1594, 1513)
column-3 (822, 82, 1194, 1633)
story-paragraph: „Allerdings,“ sagte er. „Und dennoch, wie Sie sehen, bin ich gekommen. Feurige Kohlen, Holmes — feurige Kohlen!“ (1210, 1735, 1594, 1763)
heading-hamburg-goods: Hamburger Warenmärkte. (921, 253, 1095, 267)
table-cell: 20.41/2 (678, 817, 720, 830)
heading-cotton: Baumwolle. (1363, 440, 1441, 454)
table-row (434, 662, 806, 676)
article-paragraph: Prag, 2. Sept. Die heutige Flachsbörse verlief ebenso geschäftslos wie bisher. — Im außerbörslichen Verkehr wird Stengelflachs gezahlt mit 180 bis 230, ungeröstet mit 100 bis 130 je nach Qualität umgesetzt. Stellenweise werden auch höhere Preise gezahlt, doch ist kaum anzunehmen, daß sich das allgemeine Preisniveau so heben wird, um jene Preise zu rechtfertigen. (434, 883, 806, 982)
story-paragraph: „Es ist sehr gütig von Ihnen — das ist edel gehandelt. Ich schätze Ihre besonderen Kenntnisse von gewissen Krankheiten.“ (1210, 1765, 1594, 1794)
london-sugar-table-1 (434, 648, 806, 719)
heading-hops-market: Saazer Hopfenmarkt — ruhig. (521, 1238, 719, 1252)
column-divider (814, 1656, 815, 2268)
table-cell: Dezember (1212, 873, 1269, 886)
table-cell: Oktober (435, 533, 481, 547)
dateline: Paris, 2. September. (434, 460, 552, 474)
table-header: bez. (765, 505, 788, 518)
table-cell: — (540, 575, 552, 588)
table-cell (722, 831, 806, 845)
story-paragraph: vernahm ich ein Geräusch, als schüttelte er den Kranken heftig an der Schulter. (1210, 1656, 1594, 1684)
table-header: Anfang (512, 484, 552, 497)
heading-american-cotton: Amerikanische Baumwolle. (1312, 810, 1492, 824)
table-row (1210, 709, 1594, 723)
table-header: 16 Uhr (1431, 762, 1470, 775)
table-cell: — (751, 554, 762, 567)
reprint-notice: Nachdruck verboten. (45, 1656, 163, 1668)
